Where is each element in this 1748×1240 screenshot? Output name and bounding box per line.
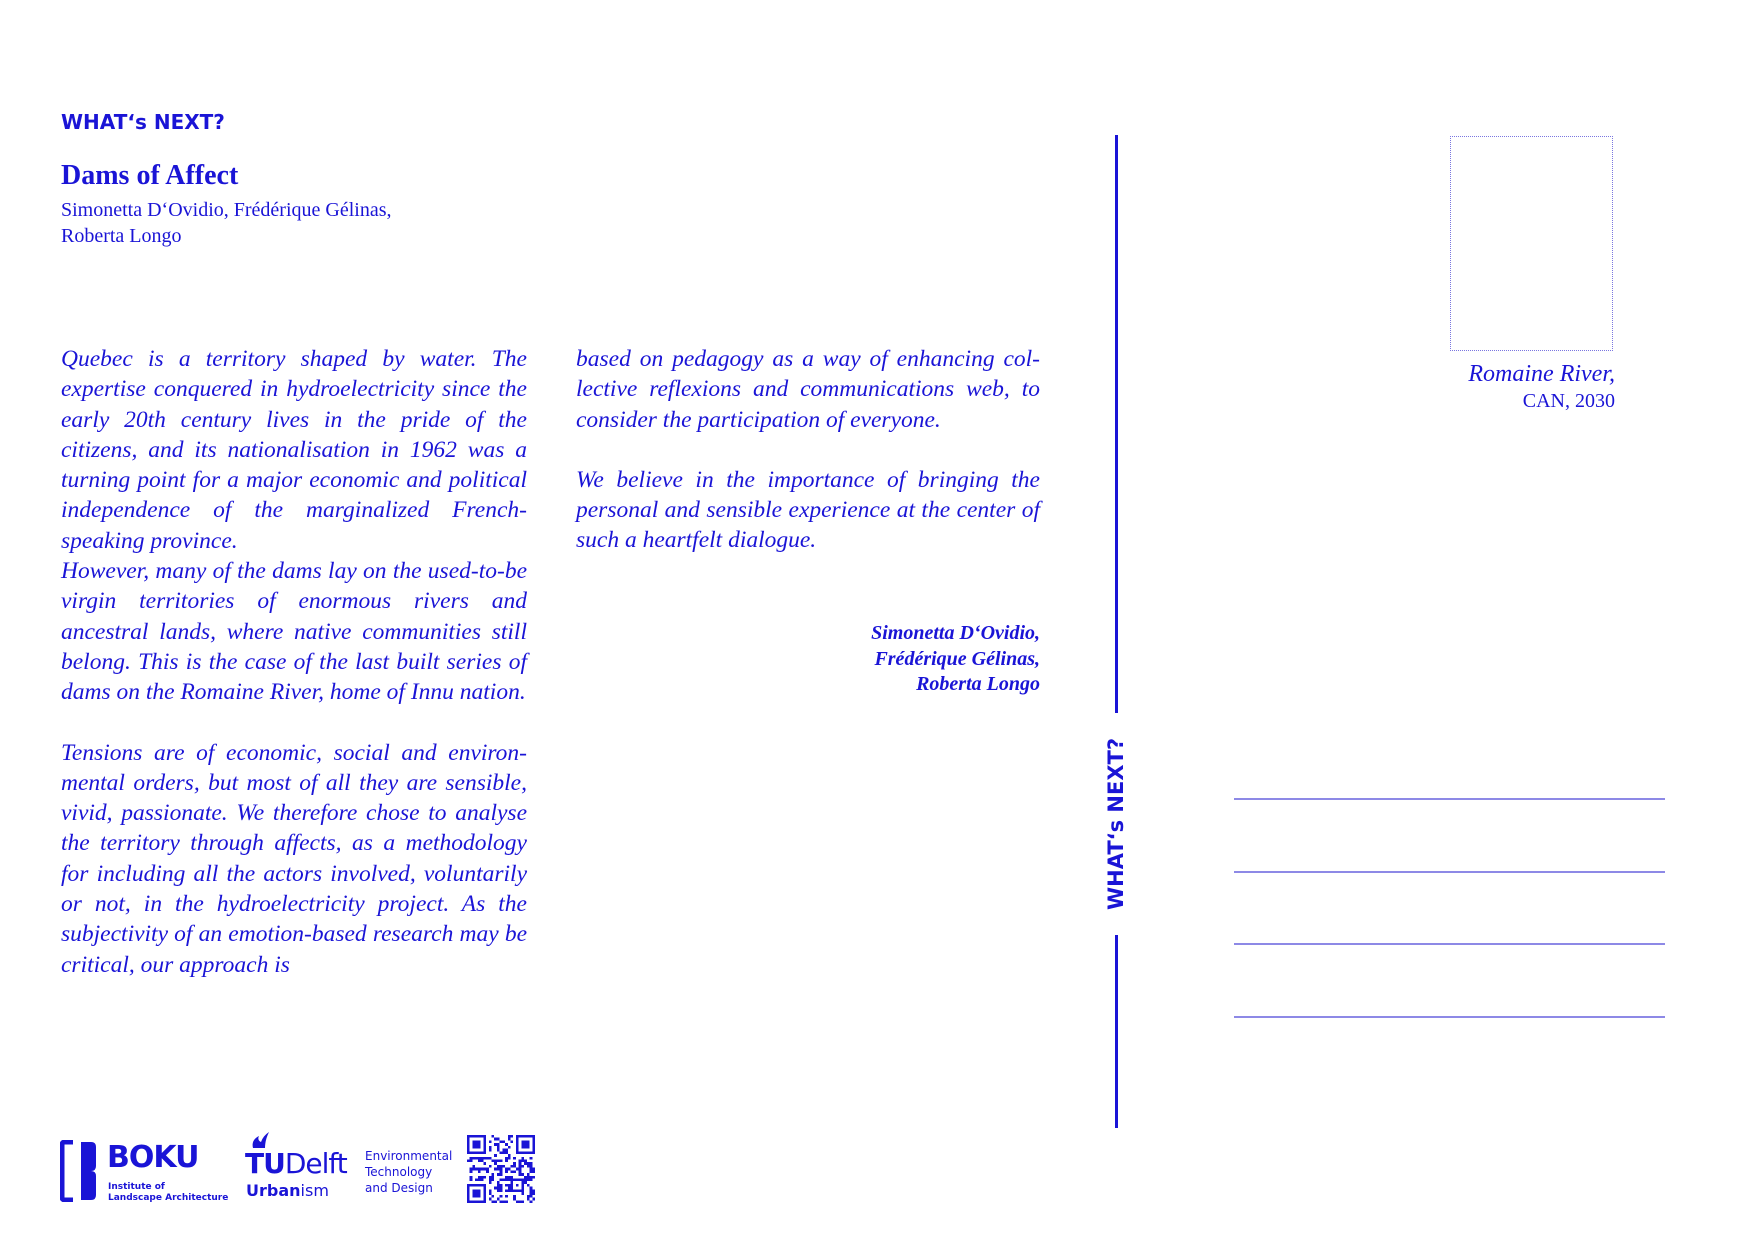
department-line: Environmental [365,1149,453,1163]
department-label [365,1148,465,1196]
paragraph: based on pedagogy as a way of enhancing collective reflexions and communications web, to consider the participation of everyone. [576,346,1040,433]
signature-line: Roberta Longo [916,673,1040,695]
place-label: Romaine River, [1468,361,1615,387]
boku-subtitle-line: Institute of [108,1182,165,1192]
tudelft-wordmark [245,1148,347,1180]
text-column-left [61,344,527,980]
author-line: Roberta Longo [61,225,182,247]
urbanism-wordmark [246,1182,329,1200]
address-line [1234,943,1665,945]
address-line [1234,798,1665,800]
author-list [61,197,461,249]
author-line: Simonetta D‘Ovidio, Frédérique Gélinas, [61,199,392,221]
qr-code-icon [467,1135,535,1203]
year-label: CAN, 2030 [1522,390,1615,412]
boku-subtitle [108,1182,248,1204]
department-line: Technology [365,1165,433,1179]
tu-text: TU [245,1147,285,1180]
boku-bracket-icon [60,1140,98,1202]
signature [760,621,1040,698]
divider-line-bottom [1115,935,1118,1128]
paragraph: Quebec is a territory shaped by water. The expertise conquered in hydroelectricity since the early 20th century lives in the pride of the citizens, and its nationalisation in 1962 was a turning point for a major economic and political independence of the marginalized French-speaking province. [61,346,527,554]
urban-text: Urban [246,1181,301,1200]
signature-line: Frédérique Gélinas, [874,647,1040,670]
header-kicker: WHAT‘s NEXT? [61,110,225,134]
address-line [1234,871,1665,873]
text-column-right [576,344,1040,556]
department-line: and Design [365,1181,433,1195]
vertical-divider-label: WHAT‘s NEXT? [1104,737,1128,911]
ism-text: ism [300,1181,329,1200]
boku-logo [60,1140,230,1204]
paragraph: We believe in the importance of bringing the personal and sensible experience at the center of such a heartfelt dialogue. [576,466,1040,554]
boku-wordmark: BOKU [107,1140,199,1175]
divider-line-top [1115,135,1118,713]
paragraph: Tensions are of economic, social and environmental orders, but most of all they are sensible, vivid, passionate. We therefore chose to analyse the territory through affects, as a methodology for including all the actors involved, voluntarily or not, in the hydroelectricity project. As the subjectivity of an emotion-based research may be critical, our approach is [61,739,527,978]
delft-text: Delft [284,1147,347,1180]
address-line [1234,1016,1665,1018]
stamp-box [1450,136,1613,351]
tudelft-logo [245,1130,355,1204]
page-title: Dams of Affect [61,160,239,191]
paragraph: However, many of the dams lay on the used-to-be virgin territories of enormous rivers and ancestral lands, where native communities still belong. This is the case of the last built series of dams on the Romaine River, home of Innu nation. [61,558,527,706]
boku-subtitle-line: Landscape Architecture [108,1193,229,1203]
signature-line: Simonetta D‘Ovidio, [871,622,1040,644]
